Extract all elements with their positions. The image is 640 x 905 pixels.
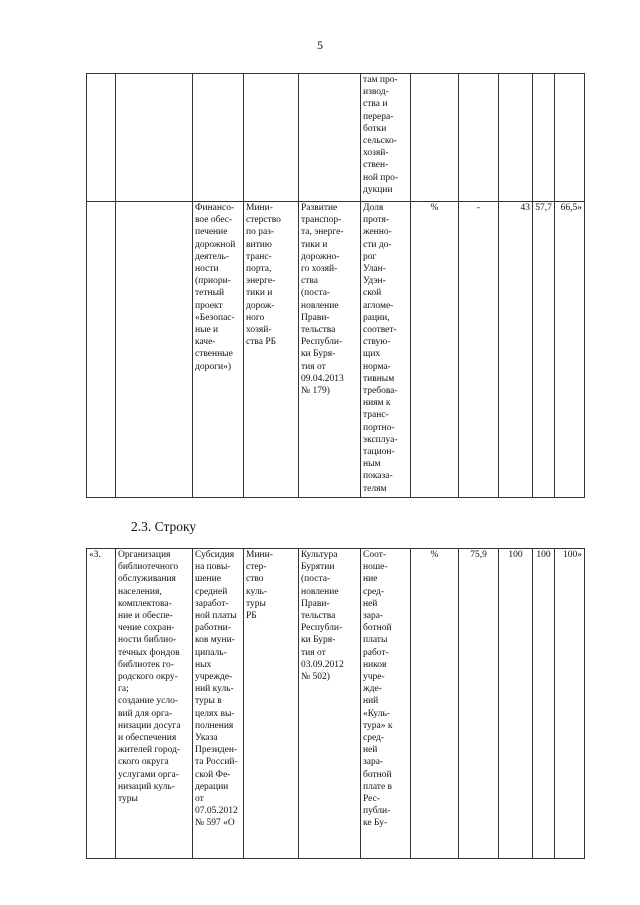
table-cell [555, 74, 585, 202]
table-cell-value: 57,7 [533, 202, 555, 498]
table-cell-value: 100» [555, 549, 585, 859]
table-cell-event: Субсидия на повы- шение средней заработ- ной платы работни- ков муни- ципаль- ных учрежде- ний куль- туры в целях вы- полнения Указа Президен- та Россий- ской Фе- дерации от 07.05.2012 № 597 «О [193, 549, 244, 859]
table-cell [116, 202, 193, 498]
table-cell [533, 74, 555, 202]
table-cell [193, 74, 244, 202]
table-cell-value: 100 [499, 549, 533, 859]
table-cell-indicator: там про- извод- ства и перера- ботки сельско- хозяй- ствен- ной про- дукции [361, 74, 411, 202]
table-cell-indicator: Доля протя- женно- сти до- рог Улан- Удэн- ской агломе- рации, соответ- ствую- щих норма- тивным требова- ниям к транс- портно- эксплуа- тацион- ным показа- телям [361, 202, 411, 498]
table-cell-unit: % [411, 549, 459, 859]
table-cell-event: Финансо- вое обес- печение дорожной деятель- ности (приори- тетный проект «Безопас- ные и каче- ственные дороги») [193, 202, 244, 498]
table-row [87, 202, 585, 498]
table-cell-value: 100 [533, 549, 555, 859]
table-cell-value: 66,5» [555, 202, 585, 498]
section-heading: 2.3. Строку [131, 519, 197, 534]
table-cell [299, 74, 361, 202]
table-cell-value: - [459, 202, 499, 498]
table-row [87, 549, 585, 859]
table-cell [87, 202, 116, 498]
table-cell-responsible: Мини- стер- ство куль- туры РБ [244, 549, 299, 859]
table-cell-value: 43 [499, 202, 533, 498]
table-cell [411, 74, 459, 202]
table-cell-program: Развитие транспор- та, энерге- тики и дорожно- го хозяй- ства (поста- новление Прави- тельства Республи- ки Буря- тия от 09.04.2013 № 179) [299, 202, 361, 498]
table-cell-activity: Организация библиотечного обслуживания населения, комплектова- ние и обеспе- чение сохран- ности библио- течных фондов библиотек го- родского окру- га; создание усло- вий для орга- низации досуга и обеспечения жителей город- ского округа услугами орга- низаций куль- туры [116, 549, 193, 859]
table-cell [116, 74, 193, 202]
table-row [87, 74, 585, 202]
table-continuation [86, 73, 585, 498]
table-cell-program: Культура Бурятии (поста- новление Прави- тельства Республи- ки Буря- тия от 03.09.2012 № 502) [299, 549, 361, 859]
page-number: 5 [317, 38, 323, 52]
table-cell-number: «3. [87, 549, 116, 859]
table-cell-responsible: Мини- стерство по раз- витию транс- порта, энерге- тики и дорож- ного хозяй- ства РБ [244, 202, 299, 498]
table-cell-indicator: Соот- ноше- ние сред- ней зара- ботной платы работ- ников учре- жде- ний «Куль- тура» к сред- ней зара- ботной плате в Рес- публи- ке Бу- [361, 549, 411, 859]
table-cell [87, 74, 116, 202]
table-cell-unit: % [411, 202, 459, 498]
table-cell [499, 74, 533, 202]
table-row-replacement [86, 548, 585, 859]
table-cell-value: 75,9 [459, 549, 499, 859]
table-cell [244, 74, 299, 202]
table-cell [459, 74, 499, 202]
